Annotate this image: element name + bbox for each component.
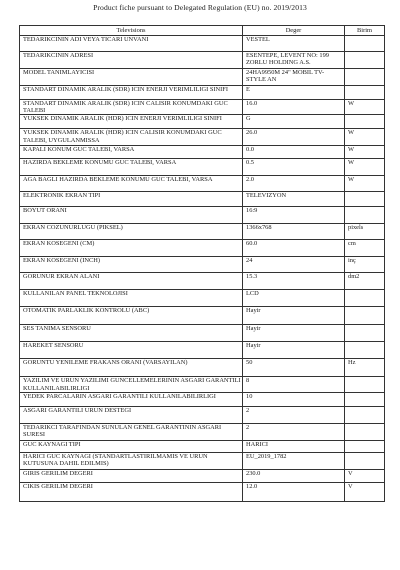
row-value: 26.0 bbox=[243, 129, 345, 146]
row-value: 2.0 bbox=[243, 176, 345, 192]
row-name: ASGARI GARANTILI URUN DESTEGI bbox=[20, 406, 243, 423]
header-value: Deger bbox=[243, 26, 345, 36]
row-unit bbox=[345, 115, 385, 129]
row-name: ELEKTRONIK EKRAN TIPI bbox=[20, 192, 243, 207]
row-value: 2 bbox=[243, 423, 345, 440]
row-name: STANDART DINAMIK ARALIK (SDR) ICIN CALISIR KONUMDAKI GUC TALEBI bbox=[20, 100, 243, 115]
table-row bbox=[20, 100, 385, 115]
table-header-row bbox=[20, 26, 385, 36]
table-row bbox=[20, 452, 385, 469]
row-name: BOYUT ORANI bbox=[20, 207, 243, 224]
row-value: 10 bbox=[243, 392, 345, 406]
header-unit: Birim bbox=[345, 26, 385, 36]
row-unit bbox=[345, 392, 385, 406]
table-row bbox=[20, 469, 385, 482]
product-fiche-table bbox=[19, 25, 385, 502]
document-title: Product fiche pursuant to Delegated Regulation (EU) no. 2019/2013 bbox=[93, 3, 307, 12]
table-row bbox=[20, 36, 385, 52]
row-name: GIRIS GERILIM DEGERI bbox=[20, 469, 243, 482]
table-row bbox=[20, 240, 385, 257]
row-unit bbox=[345, 440, 385, 452]
row-value: Hayir bbox=[243, 307, 345, 325]
row-value: 24 bbox=[243, 257, 345, 273]
table-row bbox=[20, 86, 385, 100]
row-name: CIKIS GERILIM DEGERI bbox=[20, 482, 243, 501]
row-unit bbox=[345, 325, 385, 342]
row-name: YUKSEK DINAMIK ARALIK (HDR) ICIN CALISIR KONUMDAKI GUC TALEBI, UYGULANMISSA bbox=[20, 129, 243, 146]
row-unit bbox=[345, 192, 385, 207]
row-name: EKRAN KOSEGENI (CM) bbox=[20, 240, 243, 257]
row-name: OTOMATIK PARLAKLIK KONTROLU (ABC) bbox=[20, 307, 243, 325]
table-row bbox=[20, 392, 385, 406]
row-value: 0.0 bbox=[243, 146, 345, 159]
row-value: 60.0 bbox=[243, 240, 345, 257]
table-row bbox=[20, 257, 385, 273]
row-unit bbox=[345, 207, 385, 224]
row-name: EKRAN KOSEGENI (INCH) bbox=[20, 257, 243, 273]
row-value: 2 bbox=[243, 406, 345, 423]
row-value: 15.3 bbox=[243, 273, 345, 290]
row-value: ESENTEPE, LEVENT NO: 199 ZORLU HOLDING A.S. bbox=[243, 52, 345, 69]
row-value: G bbox=[243, 115, 345, 129]
row-unit bbox=[345, 342, 385, 359]
row-name: TEDARIKCININ ADRESI bbox=[20, 52, 243, 69]
row-name: HARICI GUC KAYNAGI (STANDARTLASTIRILMAMIS VE URUN KUTUSUNA DAHIL EDILMIS) bbox=[20, 452, 243, 469]
row-value: E bbox=[243, 86, 345, 100]
row-unit: V bbox=[345, 469, 385, 482]
row-name: TEDARIKCI TARAFINDAN SUNULAN GENEL GARANTININ ASGARI SURESI bbox=[20, 423, 243, 440]
row-unit: pixels bbox=[345, 224, 385, 240]
row-value: 0.5 bbox=[243, 159, 345, 176]
row-value: 50 bbox=[243, 359, 345, 377]
row-unit bbox=[345, 52, 385, 69]
table-body bbox=[20, 36, 385, 502]
table-row bbox=[20, 423, 385, 440]
table-row bbox=[20, 359, 385, 377]
table-row bbox=[20, 224, 385, 240]
row-value: VESTEL bbox=[243, 36, 345, 52]
row-value: 24HA9950M 24" MOBIL TV-STYLE AN bbox=[243, 69, 345, 86]
row-unit: dm2 bbox=[345, 273, 385, 290]
row-unit: W bbox=[345, 159, 385, 176]
row-value: 16:9 bbox=[243, 207, 345, 224]
table-row bbox=[20, 115, 385, 129]
row-value: 16.0 bbox=[243, 100, 345, 115]
table-row bbox=[20, 69, 385, 86]
table-row bbox=[20, 342, 385, 359]
row-value: EU_2019_1782 bbox=[243, 452, 345, 469]
row-unit bbox=[345, 452, 385, 469]
row-name: HAZIRDA BEKLEME KONUMU GUC TALEBI, VARSA bbox=[20, 159, 243, 176]
row-unit bbox=[345, 307, 385, 325]
row-unit bbox=[345, 86, 385, 100]
row-unit bbox=[345, 36, 385, 52]
row-name: STANDART DINAMIK ARALIK (SDR) ICIN ENERJI VERIMLILIGI SINIFI bbox=[20, 86, 243, 100]
table-row bbox=[20, 482, 385, 501]
row-unit: W bbox=[345, 146, 385, 159]
table-row bbox=[20, 159, 385, 176]
table-row bbox=[20, 207, 385, 224]
row-name: HAREKET SENSORU bbox=[20, 342, 243, 359]
table-row bbox=[20, 325, 385, 342]
row-value: TELEVIZYON bbox=[243, 192, 345, 207]
table-row bbox=[20, 176, 385, 192]
row-value: Hayir bbox=[243, 342, 345, 359]
table-row bbox=[20, 406, 385, 423]
row-value: 12.0 bbox=[243, 482, 345, 501]
table-row bbox=[20, 273, 385, 290]
row-value: 230.0 bbox=[243, 469, 345, 482]
row-unit bbox=[345, 290, 385, 307]
table-row bbox=[20, 290, 385, 307]
table-row bbox=[20, 52, 385, 69]
row-name: EKRAN COZUNURLUGU (PIKSEL) bbox=[20, 224, 243, 240]
row-value: 1366x768 bbox=[243, 224, 345, 240]
row-unit bbox=[345, 406, 385, 423]
row-name: YUKSEK DINAMIK ARALIK (HDR) ICIN ENERJI VERIMLILIGI SINIFI bbox=[20, 115, 243, 129]
row-name: TEDARIKCININ ADI VEYA TICARI UNVANI bbox=[20, 36, 243, 52]
row-name: AGA BAGLI HAZIRDA BEKLEME KONUMU GUC TALEBI, VARSA bbox=[20, 176, 243, 192]
row-name: YAZILIM VE URUN YAZILIMI GUNCELLEMELERININ ASGARI GARANTILI KULLANILABILIRLIGI bbox=[20, 377, 243, 392]
row-unit: V bbox=[345, 482, 385, 501]
row-unit bbox=[345, 377, 385, 392]
row-name: KAPALI KONUM GUC TALEBI, VARSA bbox=[20, 146, 243, 159]
table-row bbox=[20, 129, 385, 146]
table-row bbox=[20, 192, 385, 207]
row-unit: inç bbox=[345, 257, 385, 273]
row-unit: Hz bbox=[345, 359, 385, 377]
row-name: MODEL TANIMLAYICISI bbox=[20, 69, 243, 86]
table-row bbox=[20, 146, 385, 159]
row-unit: W bbox=[345, 176, 385, 192]
row-name: GORUNUR EKRAN ALANI bbox=[20, 273, 243, 290]
row-value: 8 bbox=[243, 377, 345, 392]
row-value: HARICI bbox=[243, 440, 345, 452]
row-unit: W bbox=[345, 129, 385, 146]
row-value: LCD bbox=[243, 290, 345, 307]
row-unit bbox=[345, 69, 385, 86]
row-name: YEDEK PARCALARIN ASGARI GARANTILI KULLANILABILIRLIGI bbox=[20, 392, 243, 406]
table-row bbox=[20, 440, 385, 452]
table-row bbox=[20, 377, 385, 392]
row-name: GUC KAYNAGI TIPI bbox=[20, 440, 243, 452]
row-value: Hayir bbox=[243, 325, 345, 342]
row-name: KULLANILAN PANEL TEKNOLOJISI bbox=[20, 290, 243, 307]
table-row bbox=[20, 307, 385, 325]
row-name: GORUNTU YENILEME FRAKANS ORANI (VARSAYILAN) bbox=[20, 359, 243, 377]
row-unit: cm bbox=[345, 240, 385, 257]
row-unit: W bbox=[345, 100, 385, 115]
row-name: SES TANIMA SENSORU bbox=[20, 325, 243, 342]
header-parameter: Televisions bbox=[20, 26, 243, 36]
row-unit bbox=[345, 423, 385, 440]
